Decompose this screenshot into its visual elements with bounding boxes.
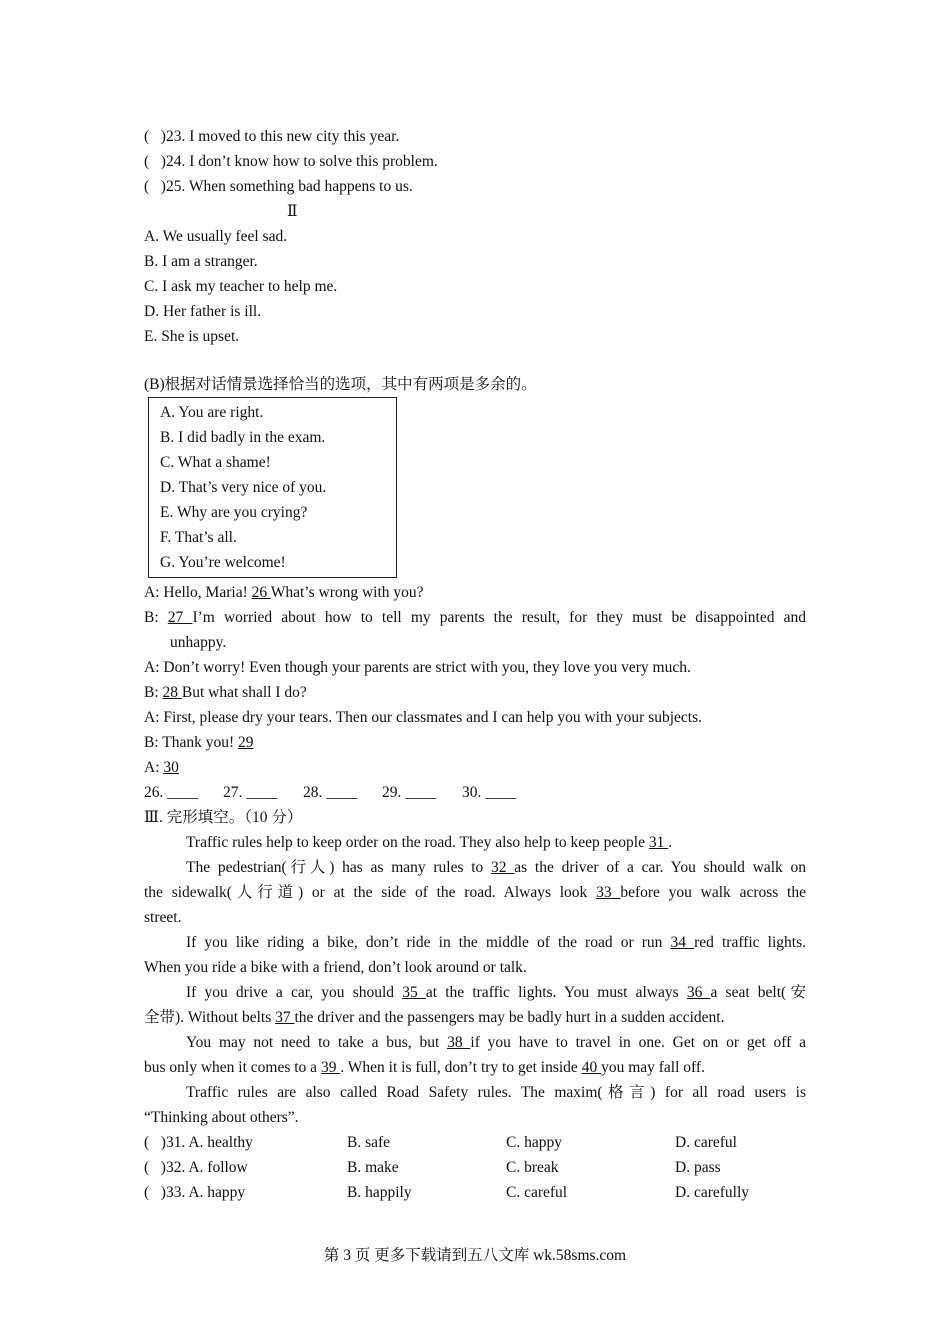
passage-text: . <box>668 834 673 851</box>
choice-a: ( )31. A. healthy <box>144 1134 253 1151</box>
passage-text: if you have to travel in one. Get on or get off a <box>470 1034 807 1051</box>
blank-33: 33 <box>596 884 621 901</box>
blank-37: 37 <box>275 1009 295 1026</box>
box-option: G. You’re welcome! <box>160 554 286 571</box>
blank-40: 40 <box>581 1059 602 1076</box>
box-option: C. What a shame! <box>160 454 271 471</box>
passage-p5a <box>144 1030 806 1055</box>
dialogue-line-5: A: First, please dry your tears. Then our classmates and I can help you with your subjects. <box>144 709 703 726</box>
blank-29: 29 <box>238 734 254 751</box>
question-23: ( )23. I moved to this new city this year. <box>144 128 400 145</box>
passage-p4b <box>144 1005 806 1030</box>
passage-p1 <box>144 830 806 855</box>
passage-text: bus only when it comes to a <box>144 1059 321 1076</box>
box-option: B. I did badly in the exam. <box>160 429 326 446</box>
spacer <box>144 349 806 372</box>
choice-row-31 <box>144 1130 806 1155</box>
question-24: ( )24. I don’t know how to solve this problem. <box>144 153 438 170</box>
dialogue-text: B: <box>144 684 163 701</box>
blank-32: 32 <box>491 859 515 876</box>
choice-a: ( )33. A. happy <box>144 1184 246 1201</box>
passage-p2b <box>144 880 806 905</box>
answer-29: 29. ____ <box>382 784 437 801</box>
passage-text: Traffic rules help to keep order on the road. They also help to keep people <box>186 834 649 851</box>
passage-text: you may fall off. <box>601 1059 705 1076</box>
passage-text: the driver and the passengers may be badly hurt in a sudden accident. <box>294 1009 725 1026</box>
passage-text: the sidewalk(人行道) or at the side of the road. Always look <box>144 884 597 901</box>
passage-text: as the driver of a car. You should walk on <box>514 859 806 876</box>
blank-39: 39 <box>320 1059 341 1076</box>
passage-p4a <box>144 980 806 1005</box>
choice-box <box>148 397 397 578</box>
column-label-ii: Ⅱ <box>287 203 298 220</box>
choice-b: B. safe <box>347 1134 391 1151</box>
option-c: C. I ask my teacher to help me. <box>144 278 338 295</box>
passage-p5b <box>144 1055 806 1080</box>
choice-a: ( )32. A. follow <box>144 1159 248 1176</box>
passage-p6b: “Thinking about others”. <box>144 1109 299 1126</box>
choice-b: B. make <box>347 1159 399 1176</box>
page-footer: 第 3 页 更多下载请到五八文库 wk.58sms.com <box>323 1247 627 1264</box>
blank-31: 31 <box>648 834 669 851</box>
dialogue-text: A: <box>144 759 164 776</box>
blank-38: 38 <box>447 1034 471 1051</box>
blank-28: 28 <box>162 684 182 701</box>
blank-26: 26 <box>251 584 271 601</box>
choice-d: D. carefully <box>675 1184 750 1201</box>
passage-text: before you walk across the <box>620 884 806 901</box>
dialogue-line-6 <box>144 730 806 755</box>
answer-30: 30. ____ <box>462 784 517 801</box>
passage-text: at the traffic lights. You must always <box>425 984 687 1001</box>
choice-c: C. break <box>506 1159 559 1176</box>
worksheet-page <box>144 124 806 1205</box>
dialogue-text: B: Thank you! <box>144 734 238 751</box>
section-b-title: (B)根据对话情景选择恰当的选项，其中有两项是多余的。 <box>144 376 537 393</box>
answer-28: 28. ____ <box>303 784 358 801</box>
dialogue-line-3: A: Don’t worry! Even though your parents are strict with you, they love you very much. <box>144 659 691 676</box>
blank-30: 30 <box>163 759 179 776</box>
dialogue-text: But what shall I do? <box>181 684 307 701</box>
dialogue-text: I’m worried about how to tell my parents the result, for they must be disappointed and <box>192 609 806 626</box>
dialogue-text: B: <box>144 609 168 626</box>
option-d: D. Her father is ill. <box>144 303 262 320</box>
choice-row-32 <box>144 1155 806 1180</box>
choice-c: C. careful <box>506 1184 568 1201</box>
blank-36: 36 <box>686 984 711 1001</box>
dialogue-text: A: Hello, Maria! <box>144 584 252 601</box>
blank-27: 27 <box>167 609 193 626</box>
choice-c: C. happy <box>506 1134 562 1151</box>
passage-p2c: street. <box>144 909 182 926</box>
passage-p2a <box>144 855 806 880</box>
dialogue-line-7 <box>144 755 806 780</box>
dialogue-line-1 <box>144 580 806 605</box>
box-option: D. That’s very nice of you. <box>160 479 327 496</box>
option-a: A. We usually feel sad. <box>144 228 288 245</box>
question-25: ( )25. When something bad happens to us. <box>144 178 413 195</box>
option-e: E. She is upset. <box>144 328 240 345</box>
choice-d: D. pass <box>675 1159 721 1176</box>
answer-line <box>144 780 806 805</box>
section-3-title: Ⅲ. 完形填空。（10 分） <box>144 809 303 826</box>
passage-text: . When it is full, don’t try to get inside <box>340 1059 582 1076</box>
choice-d: D. careful <box>675 1134 737 1151</box>
passage-text: red traffic lights. <box>694 934 806 951</box>
dialogue-line-4 <box>144 680 806 705</box>
box-option: A. You are right. <box>160 404 264 421</box>
passage-p3a <box>144 930 806 955</box>
passage-text: 全带). Without belts <box>144 1009 276 1026</box>
dialogue-line-2 <box>144 605 806 630</box>
box-option: F. That’s all. <box>160 529 237 546</box>
passage-text: If you like riding a bike, don’t ride in the middle of the road or run <box>186 934 671 951</box>
passage-p3b: When you ride a bike with a friend, don’t look around or talk. <box>144 959 527 976</box>
box-option: E. Why are you crying? <box>160 504 308 521</box>
choice-row-33 <box>144 1180 806 1205</box>
passage-text: If you drive a car, you should <box>186 984 403 1001</box>
passage-text: You may not need to take a bus, but <box>186 1034 448 1051</box>
dialogue-text: What’s wrong with you? <box>270 584 424 601</box>
choice-b: B. happily <box>347 1184 412 1201</box>
blank-35: 35 <box>402 984 426 1001</box>
passage-text: a seat belt(安 <box>710 984 807 1001</box>
option-b: B. I am a stranger. <box>144 253 258 270</box>
passage-p6a: Traffic rules are also called Road Safety rules. The maxim(格言) for all road users is <box>186 1084 806 1101</box>
passage-text: The pedestrian(行人) has as many rules to <box>186 859 492 876</box>
blank-34: 34 <box>670 934 695 951</box>
answer-27: 27. ____ <box>223 784 278 801</box>
answer-26: 26. ____ <box>144 784 199 801</box>
dialogue-line-2-cont: unhappy. <box>170 634 227 651</box>
